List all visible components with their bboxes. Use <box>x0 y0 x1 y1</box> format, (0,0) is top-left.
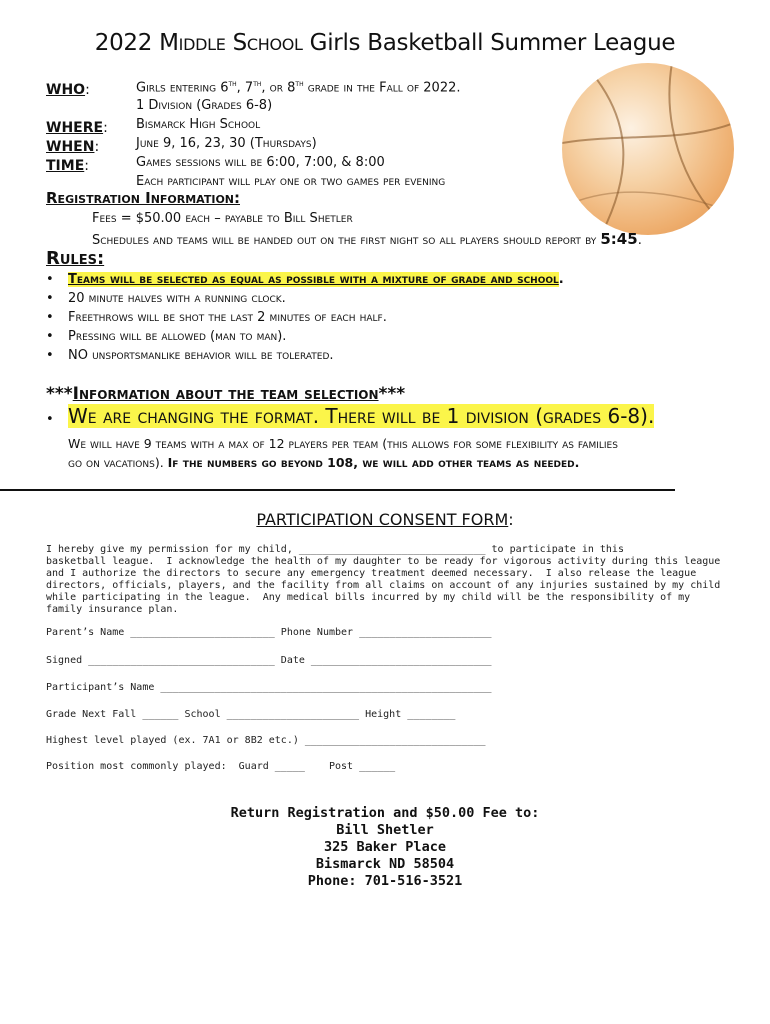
time-value-1: Games sessions will be 6:00, 7:00, & 8:00 <box>136 155 385 170</box>
bullet-icon: • <box>46 329 54 344</box>
team-detail-1: We will have 9 teams with a max of 12 players per team (this allows for some flexibility as families <box>68 436 618 451</box>
rule-item: Teams will be selected as equal as possible with a mixture of grade and school. <box>68 272 564 287</box>
title-league: Girls Basketball Summer League <box>302 30 676 56</box>
format-change: We are changing the format. There will be 1 division (grades 6-8). <box>68 404 655 428</box>
consent-line: I hereby give my permission for my child, _______________________________ to participate in this <box>46 544 624 555</box>
registration-fees: Fees = $50.00 each – payable to Bill Shetler <box>92 211 353 226</box>
bullet-icon: • <box>46 291 54 306</box>
return-line-2: Bill Shetler <box>336 822 434 838</box>
page-title <box>0 30 770 56</box>
title-year: 2022 <box>94 30 160 56</box>
rule-item: 20 minute halves with a running clock. <box>68 291 286 306</box>
return-line-3: 325 Baker Place <box>324 839 446 855</box>
basketball-icon <box>562 63 734 235</box>
title-school: Middle School <box>159 30 303 56</box>
registration-heading: Registration Information: <box>46 189 240 207</box>
when-value: June 9, 16, 23, 30 (Thursdays) <box>136 136 317 151</box>
rule-item: Pressing will be allowed (man to man). <box>68 329 287 344</box>
consent-line: and I authorize the directors to secure any emergency treatment deemed necessary. I also release the league <box>46 568 697 579</box>
consent-line: while participating in the league. Any medical bills incurred by my child will be the responsibility of my <box>46 592 691 603</box>
return-line-1: Return Registration and $50.00 Fee to: <box>230 805 540 821</box>
return-line-5: Phone: 701-516-3521 <box>307 873 463 889</box>
basketball-image <box>562 63 734 235</box>
when-label: WHEN: <box>46 139 100 155</box>
bullet-icon: • <box>46 348 54 363</box>
position-field[interactable]: Position most commonly played: Guard _____ Post ______ <box>46 761 396 772</box>
who-label: WHO: <box>46 82 90 98</box>
return-line-4: Bismarck ND 58504 <box>315 856 455 872</box>
who-line-1: Girls entering 6th, 7th, or 8th grade in the Fall of 2022. <box>136 79 461 96</box>
consent-line: basketball league. I acknowledge the health of my daughter to be ready for vigorous activity during this league <box>46 556 721 567</box>
who-line-2: 1 Division (Grades 6-8) <box>136 98 273 113</box>
parent-name-field[interactable]: Parent’s Name ________________________ Phone Number ______________________ <box>46 627 492 638</box>
rule-item: NO unsportsmanlike behavior will be tolerated. <box>68 348 334 363</box>
highest-level-field[interactable]: Highest level played (ex. 7A1 or 8B2 etc.) ______________________________ <box>46 735 486 746</box>
where-value: Bismarck High School <box>136 117 261 132</box>
consent-line: family insurance plan. <box>46 604 179 615</box>
bullet-icon: • <box>46 412 54 427</box>
time-value-2: Each participant will play one or two games per evening <box>136 174 446 189</box>
divider <box>0 489 675 491</box>
time-label: TIME: <box>46 158 89 174</box>
grade-school-height-field[interactable]: Grade Next Fall ______ School ______________________ Height ________ <box>46 709 456 720</box>
team-detail-2: go on vacations). If the numbers go beyond 108, we will add other teams as needed. <box>68 455 580 470</box>
signed-field[interactable]: Signed _______________________________ Date ______________________________ <box>46 655 492 666</box>
participant-name-field[interactable]: Participant’s Name _______________________________________________________ <box>46 682 492 693</box>
rule-item: Freethrows will be shot the last 2 minutes of each half. <box>68 310 387 325</box>
consent-heading: PARTICIPATION CONSENT FORM: <box>256 510 514 529</box>
rules-heading: Rules: <box>46 248 105 269</box>
team-selection-heading: ***Information about the team selection*** <box>46 384 406 404</box>
bullet-icon: • <box>46 272 54 287</box>
bullet-icon: • <box>46 310 54 325</box>
where-label: WHERE: <box>46 120 108 136</box>
registration-schedules: Schedules and teams will be handed out on the first night so all players should report by 5:45. <box>92 230 642 248</box>
consent-line: directors, officials, players, and the facility from all claims on account of any injuries sustained by my child <box>46 580 721 591</box>
report-time: 5:45 <box>600 230 638 248</box>
